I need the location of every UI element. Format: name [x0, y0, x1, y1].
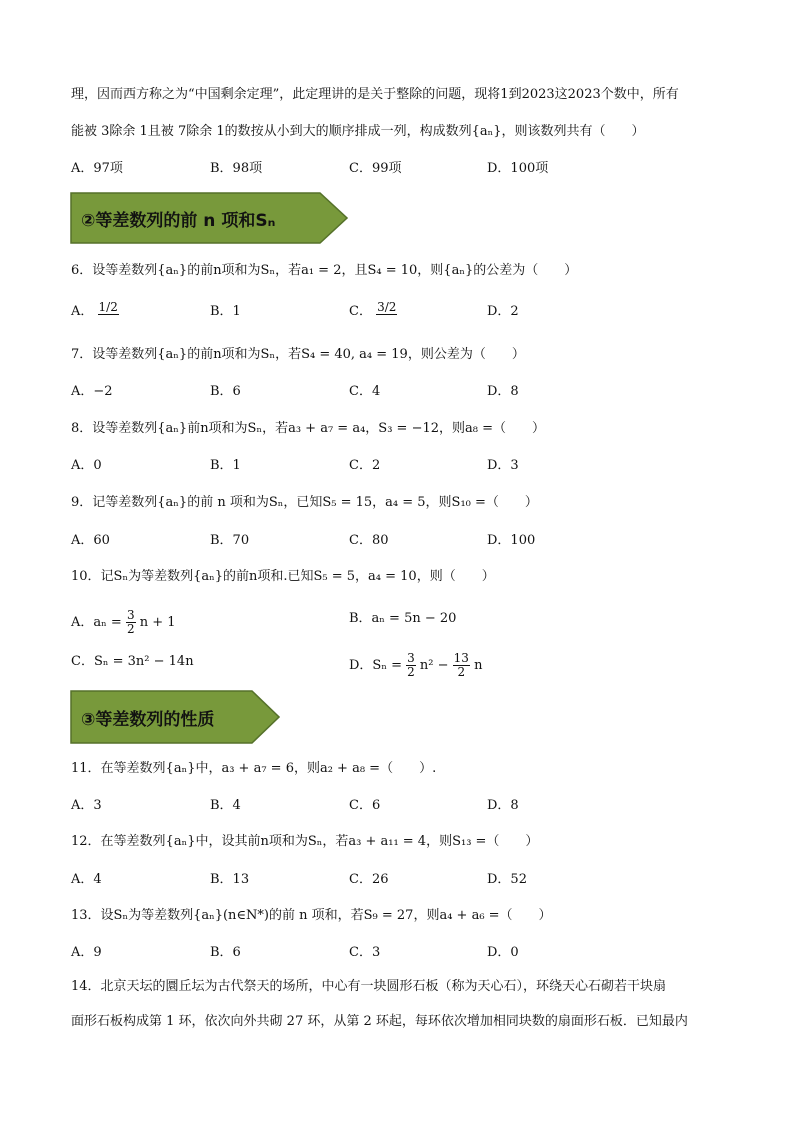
fraction-denominator: 2 — [126, 622, 135, 636]
intro-line-1: 理，因而西方称之为“中国剩余定理”，此定理讲的是关于整除的问题，现将1到2023这2023个数中，所有 — [71, 87, 679, 102]
option-b: B．aₙ = 5n − 20 — [349, 611, 457, 626]
option-b: B．98项 — [210, 161, 263, 176]
option-d: D．100 — [487, 533, 536, 548]
question-11-options — [71, 796, 731, 816]
section-banner-properties — [70, 690, 280, 744]
option-a: A．4 — [71, 872, 102, 887]
option-c — [349, 299, 397, 322]
section-title: ②等差数列的前 n 项和Sₙ — [81, 210, 276, 231]
option-a: A．−2 — [71, 384, 113, 399]
option-a: A．9 — [71, 945, 102, 960]
question-13-options — [71, 943, 731, 963]
option-b: B．70 — [210, 533, 250, 548]
fraction-denominator: 2 — [407, 665, 415, 679]
question-10-options-row1 — [71, 609, 731, 635]
option-b: B．1 — [210, 304, 241, 319]
option-d-mid: n² − — [419, 658, 449, 673]
option-b: B．1 — [210, 458, 241, 473]
fraction-value: 1/2 — [98, 299, 118, 314]
option-d-lhs: D．Sₙ = — [349, 658, 402, 673]
option-c: C．26 — [349, 872, 389, 887]
question-12-options — [71, 870, 731, 890]
option-c: C．80 — [349, 533, 389, 548]
option-a-lhs: A．aₙ = — [71, 615, 122, 630]
option-c-label: C． — [349, 304, 372, 319]
intro-line-2: 能被 3除余 1且被 7除余 1的数按从小到大的顺序排成一列，构成数列{aₙ}，则该数列共有（ ） — [71, 124, 645, 139]
question-10-stem: 10．记Sₙ为等差数列{aₙ}的前n项和.已知S₅ = 5，a₄ = 10，则（ ） — [71, 569, 495, 584]
option-c: C．2 — [349, 458, 381, 473]
intro-options — [71, 159, 731, 179]
question-11-stem: 11．在等差数列{aₙ}中，a₃ + a₇ = 6，则a₂ + a₈ =（ ）. — [71, 761, 437, 776]
option-b: B．4 — [210, 798, 241, 813]
fraction-denominator: 2 — [457, 665, 466, 679]
fraction — [453, 652, 470, 679]
question-12-stem: 12．在等差数列{aₙ}中，设其前n项和为Sₙ，若a₃ + a₁₁ = 4，则S₁₃ =（ ） — [71, 834, 539, 849]
question-9-stem: 9．记等差数列{aₙ}的前 n 项和为Sₙ，已知S₅ = 15，a₄ = 5，则S₁₀ =（ ） — [71, 495, 538, 510]
option-d: D．52 — [487, 872, 527, 887]
option-a — [71, 299, 119, 322]
option-a: A．3 — [71, 798, 102, 813]
option-d: D．2 — [487, 304, 519, 319]
option-d-rhs: n — [474, 658, 483, 673]
option-a: A．0 — [71, 458, 102, 473]
option-c: C．Sₙ = 3n² − 14n — [71, 654, 194, 669]
option-d: D．3 — [487, 458, 519, 473]
fraction-numerator: 3 — [126, 608, 135, 622]
question-9-options — [71, 531, 731, 551]
option-c: C．4 — [349, 384, 381, 399]
question-6-stem: 6．设等差数列{aₙ}的前n项和为Sₙ，若a₁ = 2，且S₄ = 10，则{aₙ}的公差为（ ） — [71, 263, 578, 278]
question-6-options — [71, 299, 731, 322]
option-a — [71, 609, 176, 636]
fraction-value: 3/2 — [377, 299, 397, 314]
fraction — [376, 301, 397, 315]
option-d: D．8 — [487, 384, 519, 399]
fraction-numerator: 3 — [407, 651, 415, 665]
question-7-options — [71, 382, 731, 402]
option-d — [349, 652, 482, 679]
section-title: ③等差数列的性质 — [81, 709, 215, 730]
question-8-options — [71, 456, 731, 476]
option-c: C．3 — [349, 945, 381, 960]
option-a-rhs: n + 1 — [139, 615, 176, 630]
option-d: D．8 — [487, 798, 519, 813]
option-b: B．6 — [210, 384, 241, 399]
question-7-stem: 7．设等差数列{aₙ}的前n项和为Sₙ，若S₄ = 40, a₄ = 19，则公差为（ ） — [71, 347, 525, 362]
option-c: C．99项 — [349, 161, 402, 176]
option-d: D．0 — [487, 945, 519, 960]
question-13-stem: 13．设Sₙ为等差数列{aₙ}(n∈N*)的前 n 项和，若S₉ = 27，则a₄ + a₆ =（ ） — [71, 908, 552, 923]
question-14-line-1: 14．北京天坛的圜丘坛为古代祭天的场所，中心有一块圆形石板（称为天心石），环绕天心石砌若干块扇 — [71, 979, 667, 994]
fraction-numerator: 13 — [453, 651, 469, 665]
option-a: A．97项 — [71, 161, 123, 176]
question-10-options-row2 — [71, 652, 731, 678]
option-a: A．60 — [71, 533, 110, 548]
option-a-label: A． — [71, 304, 94, 319]
fraction — [98, 301, 119, 315]
fraction — [406, 652, 416, 679]
section-banner-sum — [70, 192, 348, 244]
option-d: D．100项 — [487, 161, 549, 176]
option-b: B．6 — [210, 945, 241, 960]
question-14-line-2: 面形石板构成第 1 环，依次向外共砌 27 环，从第 2 环起，每环依次增加相同块数的扇面形石板．已知最内 — [71, 1014, 688, 1029]
question-8-stem: 8．设等差数列{aₙ}前n项和为Sₙ，若a₃ + a₇ = a₄，S₃ = −12，则a₈ =（ ） — [71, 421, 545, 436]
option-b: B．13 — [210, 872, 250, 887]
fraction — [126, 609, 136, 636]
option-c: C．6 — [349, 798, 381, 813]
